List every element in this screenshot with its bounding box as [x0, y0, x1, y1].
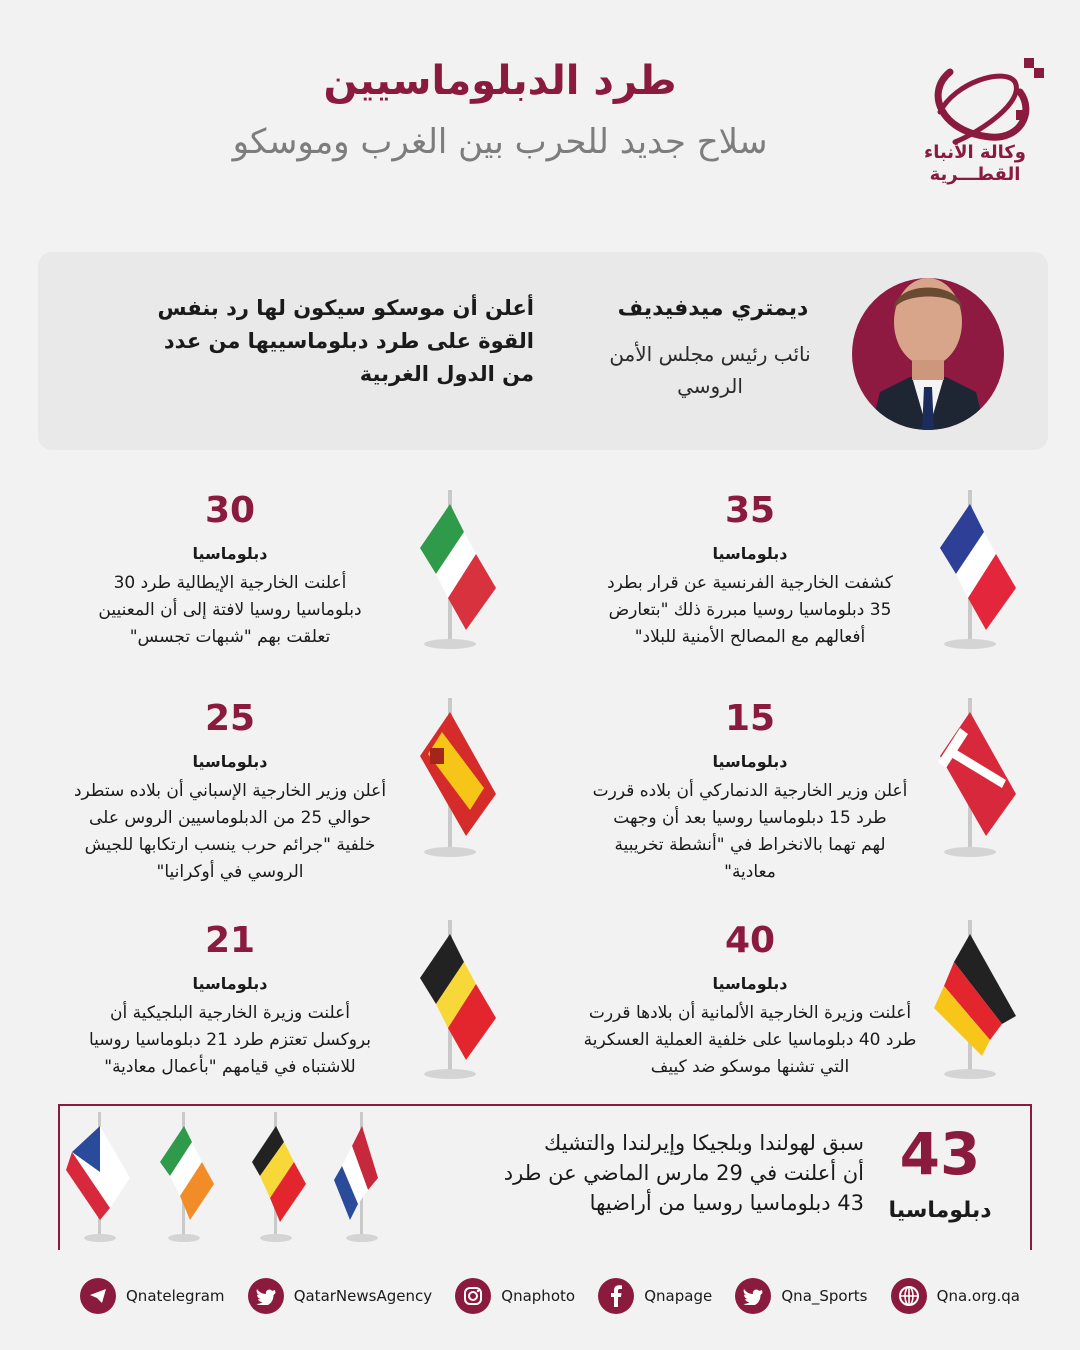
logo-wordmark [905, 142, 1045, 186]
czech-flag-icon [66, 1112, 130, 1242]
count-unit: دبلوماسيا [712, 544, 788, 563]
country-description [560, 778, 940, 886]
quote-line: القوة على طرد دبلوماسييها من عدد [163, 329, 534, 353]
social-facebook[interactable] [598, 1278, 712, 1314]
desc-line: أفعالهم مع المصالح الأمنية للبلاد" [634, 627, 866, 647]
quote-line: أعلن أن موسكو سيكون لها رد بنفس [157, 296, 534, 320]
logo-line-2: القطـــرية [929, 164, 1021, 185]
desc-line: أعلنت الخارجية الإيطالية طرد 30 [113, 573, 347, 593]
country-description [560, 1000, 940, 1081]
desc-line: تعلقت بهم "شبهات تجسس" [129, 627, 331, 647]
desc-line: أعلنت وزيرة الخارجية البلجيكية أن [110, 1003, 350, 1023]
desc-line: أعلن وزير الخارجية الإسباني أن بلاده ستطرد [73, 781, 387, 801]
social-instagram[interactable] [455, 1278, 575, 1314]
country-card-spain [40, 686, 520, 886]
social-twitter-qna[interactable] [248, 1278, 432, 1314]
count-unit: دبلوماسيا [192, 752, 268, 771]
desc-line: حوالي 25 من الدبلوماسيين الروس على [89, 808, 371, 828]
facebook-icon [598, 1278, 634, 1314]
desc-line: الروسي في أوكرانيا" [156, 862, 304, 882]
page-subtitle: سلاح جديد للحرب بين الغرب وموسكو [232, 122, 768, 162]
count-number: 35 [724, 490, 776, 531]
quote-line: من الدول الغربية [359, 362, 534, 386]
social-label: Qnapage [644, 1287, 713, 1305]
summary-text [420, 1128, 864, 1218]
social-label: QatarNewsAgency [293, 1287, 433, 1305]
country-card-belgium [40, 908, 520, 1108]
telegram-icon [80, 1278, 116, 1314]
desc-line: خلفية "جرائم حرب ينسب ارتكابها للجيش [84, 835, 376, 855]
desc-line: للاشتباه في قيامهم "بأعمال معادية" [104, 1057, 356, 1077]
count-unit: دبلوماسيا [712, 752, 788, 771]
desc-line: كشفت الخارجية الفرنسية عن قرار بطرد [607, 573, 893, 593]
logo-line-1: وكالة الأنباء [924, 142, 1026, 163]
summary-unit: دبلوماسيا [888, 1198, 992, 1223]
count-number: 40 [724, 920, 776, 961]
desc-line: طرد 15 دبلوماسيا روسيا بعد أن وجهت [613, 808, 887, 828]
count-number: 15 [724, 698, 776, 739]
social-label: Qna.org.qa [936, 1287, 1020, 1305]
desc-line: معادية" [724, 862, 776, 882]
twitter-icon [735, 1278, 771, 1314]
social-telegram[interactable] [80, 1278, 225, 1314]
summary-line: أن أعلنت في 29 مارس الماضي عن طرد [503, 1161, 864, 1185]
desc-line: طرد 40 دبلوماسيا على خلفية العملية العسكرية [583, 1030, 917, 1050]
count-unit: دبلوماسيا [192, 974, 268, 993]
count-unit: دبلوماسيا [712, 974, 788, 993]
country-description [40, 778, 420, 886]
summary-line: سبق لهولندا وبلجيكا وإيرلندا والتشيك [544, 1131, 864, 1155]
count-number: 25 [204, 698, 256, 739]
netherlands-flag-icon [334, 1112, 378, 1242]
count-unit: دبلوماسيا [192, 544, 268, 563]
globe-icon [891, 1278, 927, 1314]
person-role-line-1: نائب رئيس مجلس الأمن [609, 342, 811, 366]
person-role [590, 338, 830, 402]
desc-line: بروكسل تعتزم طرد 21 دبلوماسيا روسيا [88, 1030, 372, 1050]
person-name: ديمتري ميدفيديف [617, 296, 809, 321]
country-card-france [560, 478, 1040, 678]
social-label: Qnaphoto [501, 1287, 576, 1305]
person-role-line-2: الروسي [677, 374, 743, 398]
desc-line: أعلن وزير الخارجية الدنماركي أن بلاده قررت [592, 781, 908, 801]
social-label: Qnatelegram [126, 1287, 225, 1305]
summary-count: 43 [899, 1120, 981, 1188]
country-description [40, 1000, 420, 1081]
social-label: Qna_Sports [781, 1287, 868, 1305]
social-website[interactable] [891, 1278, 1020, 1314]
twitter-icon [248, 1278, 284, 1314]
social-twitter-sports[interactable] [735, 1278, 867, 1314]
summary-line: 43 دبلوماسيا روسيا من أراضيها [589, 1191, 864, 1215]
social-footer [80, 1278, 1020, 1314]
ireland-flag-icon [160, 1112, 214, 1242]
desc-line: التي تشنها موسكو ضد كييف [650, 1057, 850, 1077]
desc-line: دبلوماسيا روسيا لافتة إلى أن المعنيين [98, 600, 362, 620]
count-number: 21 [204, 920, 256, 961]
country-card-denmark [560, 686, 1040, 886]
desc-line: أعلنت وزيرة الخارجية الألمانية أن بلادها قررت [588, 1003, 912, 1023]
portrait-medvedev [850, 262, 1006, 432]
desc-line: لهم تهما بالانخراط في "أنشطة تخريبية [614, 835, 886, 855]
country-card-italy [40, 478, 520, 678]
quote-text [100, 292, 534, 391]
desc-line: 35 دبلوماسيا روسيا مبررة ذلك "بتعارض [608, 600, 892, 620]
page-title: طرد الدبلوماسيين [323, 58, 677, 104]
country-description [560, 570, 940, 651]
country-card-germany [560, 908, 1040, 1108]
summary-flags [60, 1112, 390, 1252]
belgium-flag-icon [252, 1112, 306, 1242]
instagram-icon [455, 1278, 491, 1314]
count-number: 30 [204, 490, 256, 531]
country-description [40, 570, 420, 651]
